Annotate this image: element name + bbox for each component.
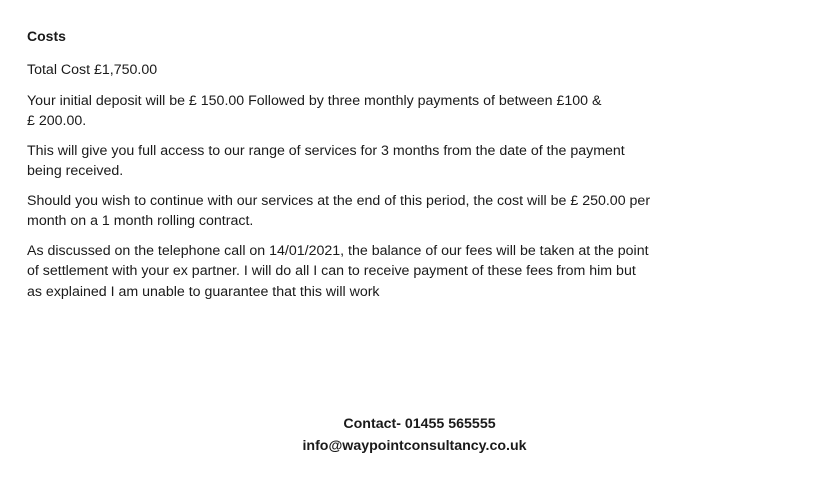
- document-body: [27, 26, 797, 311]
- deposit-line-2: £ 200.00.: [27, 113, 87, 129]
- access-line-1: This will give you full access to our range of services for 3 months from the date of the payment: [27, 142, 625, 159]
- continue-line-2: month on a 1 month rolling contract.: [27, 213, 254, 229]
- discussion-line-2: of settlement with your ex partner. I will do all I can to receive payment of these fees from him but: [27, 263, 636, 279]
- continue-paragraph: [27, 191, 797, 232]
- total-cost-text: Total Cost £1,750.00: [27, 62, 158, 78]
- contact-email: info@waypointconsultancy.co.uk: [302, 438, 527, 454]
- section-heading: Costs: [27, 28, 66, 44]
- discussion-paragraph: [27, 241, 797, 303]
- access-line-2: being received.: [27, 163, 124, 179]
- deposit-line-1: Your initial deposit will be £ 150.00 Followed by three monthly payments of between £100 &: [27, 92, 602, 109]
- deposit-paragraph: [27, 91, 797, 132]
- continue-line-1: Should you wish to continue with our services at the end of this period, the cost will be £ 250.00 per: [27, 192, 651, 209]
- discussion-line-1: As discussed on the telephone call on 14/01/2021, the balance of our fees will be taken at the point: [27, 242, 649, 259]
- discussion-line-3: as explained I am unable to guarantee that this will work: [27, 283, 380, 300]
- access-paragraph: [27, 141, 797, 182]
- contact-block: [0, 413, 819, 457]
- contact-phone: Contact- 01455 565555: [343, 416, 496, 432]
